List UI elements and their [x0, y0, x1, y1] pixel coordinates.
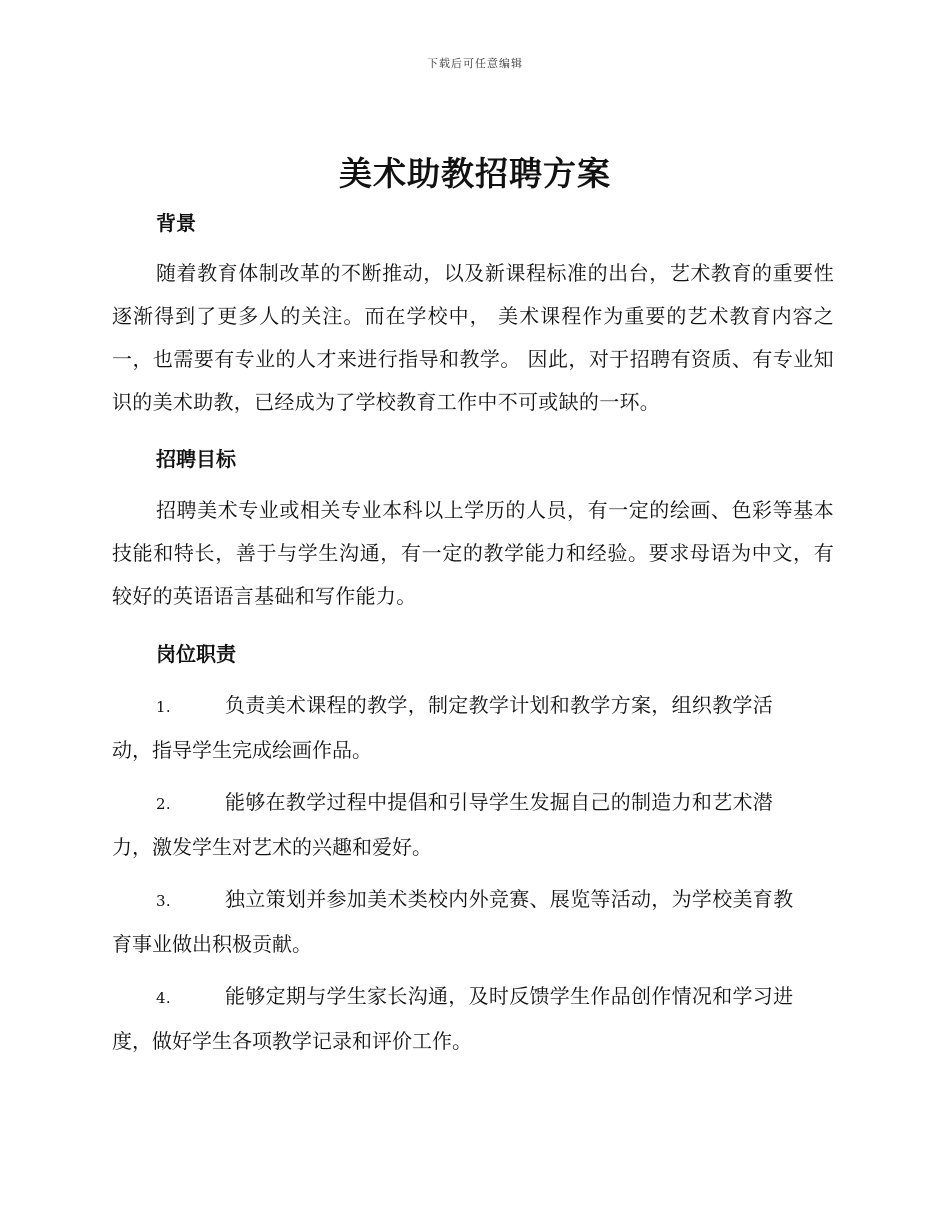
list-item-text-continued: 动，指导学生完成绘画作品。 — [112, 738, 372, 762]
section-goal — [112, 489, 834, 618]
section-heading-background: 背景 — [156, 211, 196, 235]
list-item-text-continued: 力，激发学生对艺术的兴趣和爱好。 — [112, 835, 432, 859]
paragraph-background: 随着教育体制改革的不断推动，以及新课程标准的出台，艺术教育的重要性逐渐得到了更多人的关注。而在学校中， 美术课程作为重要的艺术教育内容之一，也需要有专业的人才来进行指导和教学。 因此，对于招聘有资质、有专业知识的美术助教，已经成为了学校教育工作中不可或缺的一环。 — [112, 261, 834, 414]
list-item-text-continued: 育事业做出积极贡献。 — [112, 932, 312, 956]
list-item — [112, 878, 834, 966]
section-heading-goal: 招聘目标 — [156, 447, 236, 471]
list-item-text: 能够定期与学生家长沟通，及时反馈学生作品创作情况和学习进 — [225, 984, 794, 1008]
section-heading-duties: 岗位职责 — [156, 642, 236, 666]
list-item-number: 3. — [156, 892, 171, 910]
list-item — [112, 781, 834, 869]
list-item-number: 1. — [156, 698, 171, 716]
section-background — [112, 252, 834, 424]
list-item — [112, 684, 834, 772]
header-note: 下载后可任意编辑 — [427, 57, 523, 70]
list-item-number: 2. — [156, 795, 171, 813]
list-item-text: 独立策划并参加美术类校内外竞赛、展览等活动，为学校美育教 — [225, 887, 794, 911]
list-item — [112, 975, 834, 1063]
list-item-text: 负责美术课程的教学，制定教学计划和教学方案，组织教学活 — [225, 693, 774, 717]
list-item-text: 能够在教学过程中提倡和引导学生发掘自己的制造力和艺术潜 — [225, 790, 774, 814]
list-item-text-continued: 度，做好学生各项教学记录和评价工作。 — [112, 1029, 472, 1053]
document-title: 美术助教招聘方案 — [339, 154, 611, 193]
paragraph-goal: 招聘美术专业或相关专业本科以上学历的人员，有一定的绘画、色彩等基本技能和特长，善于与学生沟通，有一定的教学能力和经验。要求母语为中文，有较好的英语语言基础和写作能力。 — [112, 498, 834, 608]
list-item-number: 4. — [156, 989, 171, 1007]
